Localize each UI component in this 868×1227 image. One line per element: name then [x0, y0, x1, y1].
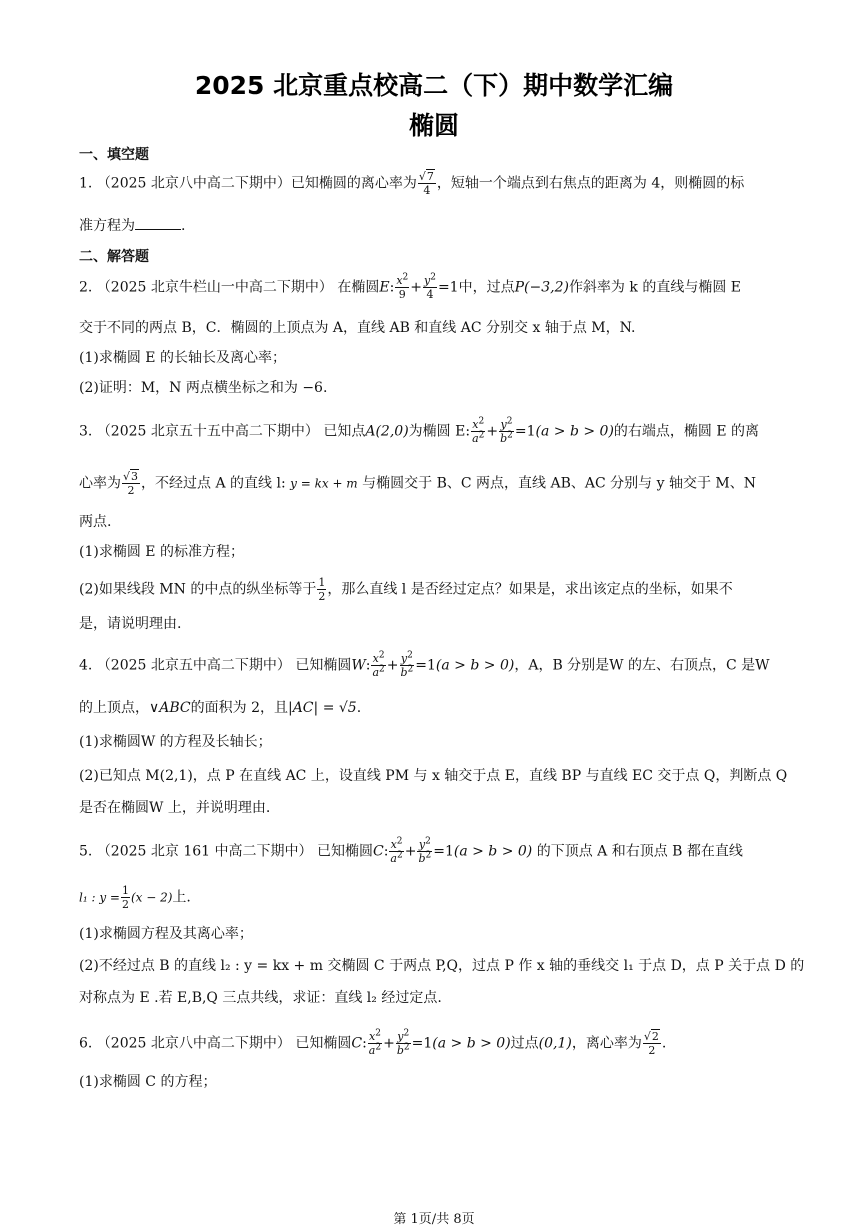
q6-line1: 6. （2025 北京八中高二下期中） 已知椭圆C: $\frac{x^2}{a^2}$ + $\frac{y^2}{b^2}$ =1(a > b > 0)过点(0,1)，离心率为 $\frac{√2}{2}$ .	[79, 1028, 667, 1057]
q5-part1: (1)求椭圆方程及其离心率；	[79, 926, 253, 942]
q4-line1: 4. （2025 北京五中高二下期中） 已知椭圆W: $\frac{x^2}{a^2}$ + $\frac{y^2}{b^2}$ =1(a > b > 0)，A，B 分别是W 的左、右顶点，C 是W	[79, 650, 770, 679]
q3-part2-line1: (2)如果线段 MN 的中点的纵坐标等于 $\frac{1}{2}$ ，那么直线 l 是否经过定点？如果是，求出该定点的坐标，如果不	[79, 576, 733, 603]
q3-line1: 3. （2025 北京五十五中高二下期中） 已知点A(2,0)为椭圆 E: $\frac{x^2}{a^2}$ + $\frac{y^2}{b^2}$ =1(a > b > 0)的右端点，椭圆 E 的离	[79, 416, 760, 445]
q4-part2-line2: 是否在椭圆W 上，并说明理由.	[79, 800, 271, 816]
q4-part1: (1)求椭圆W 的方程及长轴长；	[79, 734, 272, 750]
q4-part2: (2)已知点 M(2,1)，点 P 在直线 AC 上，设直线 PM 与 x 轴交于点 E，直线 BP 与直线 EC 交于点 Q，判断点 Q	[79, 768, 788, 784]
q4-line2: 的上顶点，∨ABC的面积为 2，且|AC| = √5.	[79, 700, 362, 716]
q3-line3: 两点.	[79, 514, 112, 530]
q3-part2-line2: 是，请说明理由.	[79, 616, 182, 632]
answer-blank	[135, 217, 181, 230]
q1-line2: 准方程为 .	[79, 218, 186, 234]
q5-line1: 5. （2025 北京 161 中高二下期中） 已知椭圆C: $\frac{x^2}{a^2}$ + $\frac{y^2}{b^2}$ =1(a > b > 0) 的下顶点 A 和右顶点 B 都在直线	[79, 836, 743, 865]
q5-line2: l₁ : y = $\frac{1}{2}$ (x − 2)上.	[79, 884, 191, 911]
q2-part2: (2)证明：M，N 两点横坐标之和为 −6.	[79, 380, 328, 396]
q5-part2-line2: 对称点为 E .若 E,B,Q 三点共线，求证：直线 l₂ 经过定点.	[79, 990, 442, 1006]
section-fill-heading: 一、填空题	[79, 147, 149, 163]
q2-part1: (1)求椭圆 E 的长轴长及离心率；	[79, 350, 286, 366]
q3-line2: 心率为 $\frac{√3}{2}$ ，不经过点 A 的直线 l: y = kx + m 与椭圆交于 B、C 两点，直线 AB、AC 分别与 y 轴交于 M、N	[79, 470, 757, 497]
q1-eccentricity: $\frac{√7}{4}$	[418, 170, 434, 197]
q2-line1: 2. （2025 北京牛栏山一中高二下期中） 在椭圆E: $\frac{x^2}{9}$ + $\frac{y^2}{4}$ =1中，过点P(−3,2)作斜率为 k 的直线与椭圆 E	[79, 272, 741, 301]
q6-part1: (1)求椭圆 C 的方程；	[79, 1074, 217, 1090]
page-footer: 第 1页/共 8页	[393, 1212, 475, 1227]
document-subtitle: 椭圆	[408, 111, 459, 140]
q5-part2: (2)不经过点 B 的直线 l₂ : y = kx + m 交椭圆 C 于两点 P,Q，过点 P 作 x 轴的垂线交 l₁ 于点 D，点 P 关于点 D 的	[79, 958, 805, 974]
q3-part1: (1)求椭圆 E 的标准方程；	[79, 544, 244, 560]
section-solve-heading: 二、解答题	[79, 249, 149, 265]
q1-line1: 1. （2025 北京八中高二下期中）已知椭圆的离心率为 $\frac{√7}{4}$ ，短轴一个端点到右焦点的距离为 4，则椭圆的标	[79, 170, 745, 197]
document-title: 2025 北京重点校高二（下）期中数学汇编	[194, 71, 674, 100]
q2-line2: 交于不同的两点 B，C．椭圆的上顶点为 A，直线 AB 和直线 AC 分别交 x 轴于点 M，N.	[79, 320, 636, 336]
